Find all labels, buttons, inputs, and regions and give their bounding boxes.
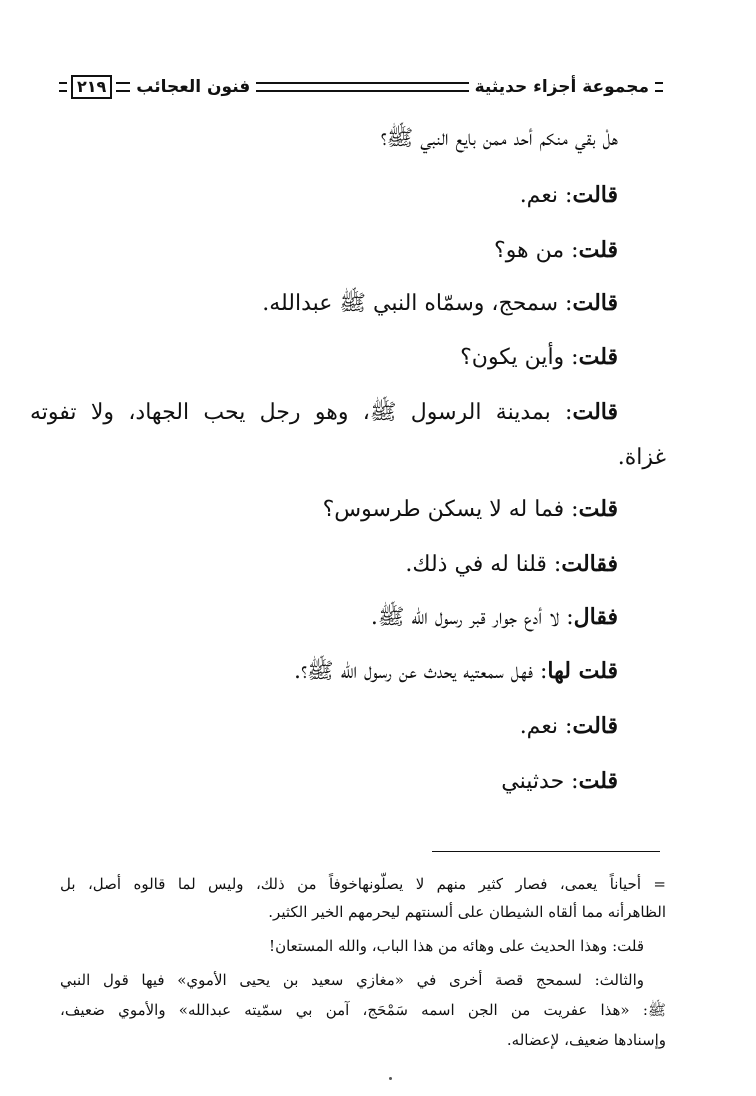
utterance: : بمدينة الرسول ﷺ، وهو رجل يحب الجهاد، ولا تفوته <box>30 400 573 425</box>
utterance: : من هو؟ <box>494 238 579 263</box>
footnote-line: ﷺ: «هذا عفريت من الجن اسمه سَمْحَج، آمن بي سمّيته عبدالله» والأموي ضعيف، <box>60 1001 666 1019</box>
utterance: : فما له لا يسكن طرسوس؟ <box>322 497 579 522</box>
utterance: : نعم. <box>519 183 573 208</box>
header-rule-left <box>116 82 130 92</box>
body-line <box>460 342 618 373</box>
body-line-continuation: غزاة. <box>617 445 666 470</box>
body-line <box>520 711 618 742</box>
speaker: قالت <box>572 713 618 739</box>
utterance: : قلنا له في ذلك. <box>405 552 562 577</box>
scan-speck <box>389 1077 392 1080</box>
speaker: قلت <box>578 768 618 794</box>
header-rule-end <box>59 82 67 92</box>
utterance: : سمحج، وسمّاه النبي ﷺ عبدالله. <box>262 291 573 316</box>
speaker: قلت <box>578 237 618 263</box>
body-line <box>501 766 618 797</box>
speaker: قالت <box>572 290 618 316</box>
body-line <box>494 235 618 266</box>
speaker: قالت <box>572 399 618 425</box>
section-title: فنون العجائب <box>136 77 251 97</box>
body-line <box>262 288 618 319</box>
speaker: فقالت <box>561 551 618 577</box>
utterance: : حدثيني <box>501 769 579 794</box>
footnote-line: وإسنادها ضعيف، لإعضاله. <box>506 1031 666 1049</box>
body-line <box>30 397 618 428</box>
utterance: : فهل سمعتيه يحدث عن رسول الله ﷺ؟. <box>294 659 548 684</box>
utterance: : وأين يكون؟ <box>460 345 579 370</box>
body-line <box>323 494 618 525</box>
body-line <box>405 549 618 580</box>
body-line <box>371 602 618 633</box>
page-number: ٢١٩ <box>71 75 112 99</box>
footnote-line: والثالث: لسمحج قصة أخرى في «مغازي سعيد بن يحيى الأموي» فيها قول النبي <box>60 971 644 989</box>
speaker: قلت <box>578 496 618 522</box>
footnote-line: قلت: وهذا الحديث على وهائه من هذا الباب، والله المستعان! <box>269 937 644 955</box>
footnote-line: = أحياناً يعمى، فصار كثير منهم لا يصلّونهاخوفاً من ذلك، وليس لما قالوه أصل، بل <box>60 875 666 893</box>
footnote-separator <box>432 851 660 852</box>
utterance: : لا أدع جوار قبر رسول الله ﷺ. <box>370 605 574 630</box>
speaker: فقال <box>573 604 618 630</box>
body-line <box>520 180 618 211</box>
header-rule-middle <box>256 82 468 92</box>
body-line <box>294 656 618 687</box>
speaker: قلت لها <box>547 658 618 684</box>
footnote-line: الظاهرأنه مما ألقاه الشيطان على ألسنتهم ليحرمهم الخير الكثير. <box>268 903 666 921</box>
body-line: هلْ بقي منكم أحد ممن بايع النبي ﷺ؟ <box>380 126 618 151</box>
header-rule-right <box>655 82 663 92</box>
utterance: : نعم. <box>519 714 573 739</box>
speaker: قلت <box>578 344 618 370</box>
page-header <box>55 70 667 104</box>
book-title: مجموعة أجزاء حديثية <box>474 77 649 97</box>
speaker: قالت <box>572 182 618 208</box>
